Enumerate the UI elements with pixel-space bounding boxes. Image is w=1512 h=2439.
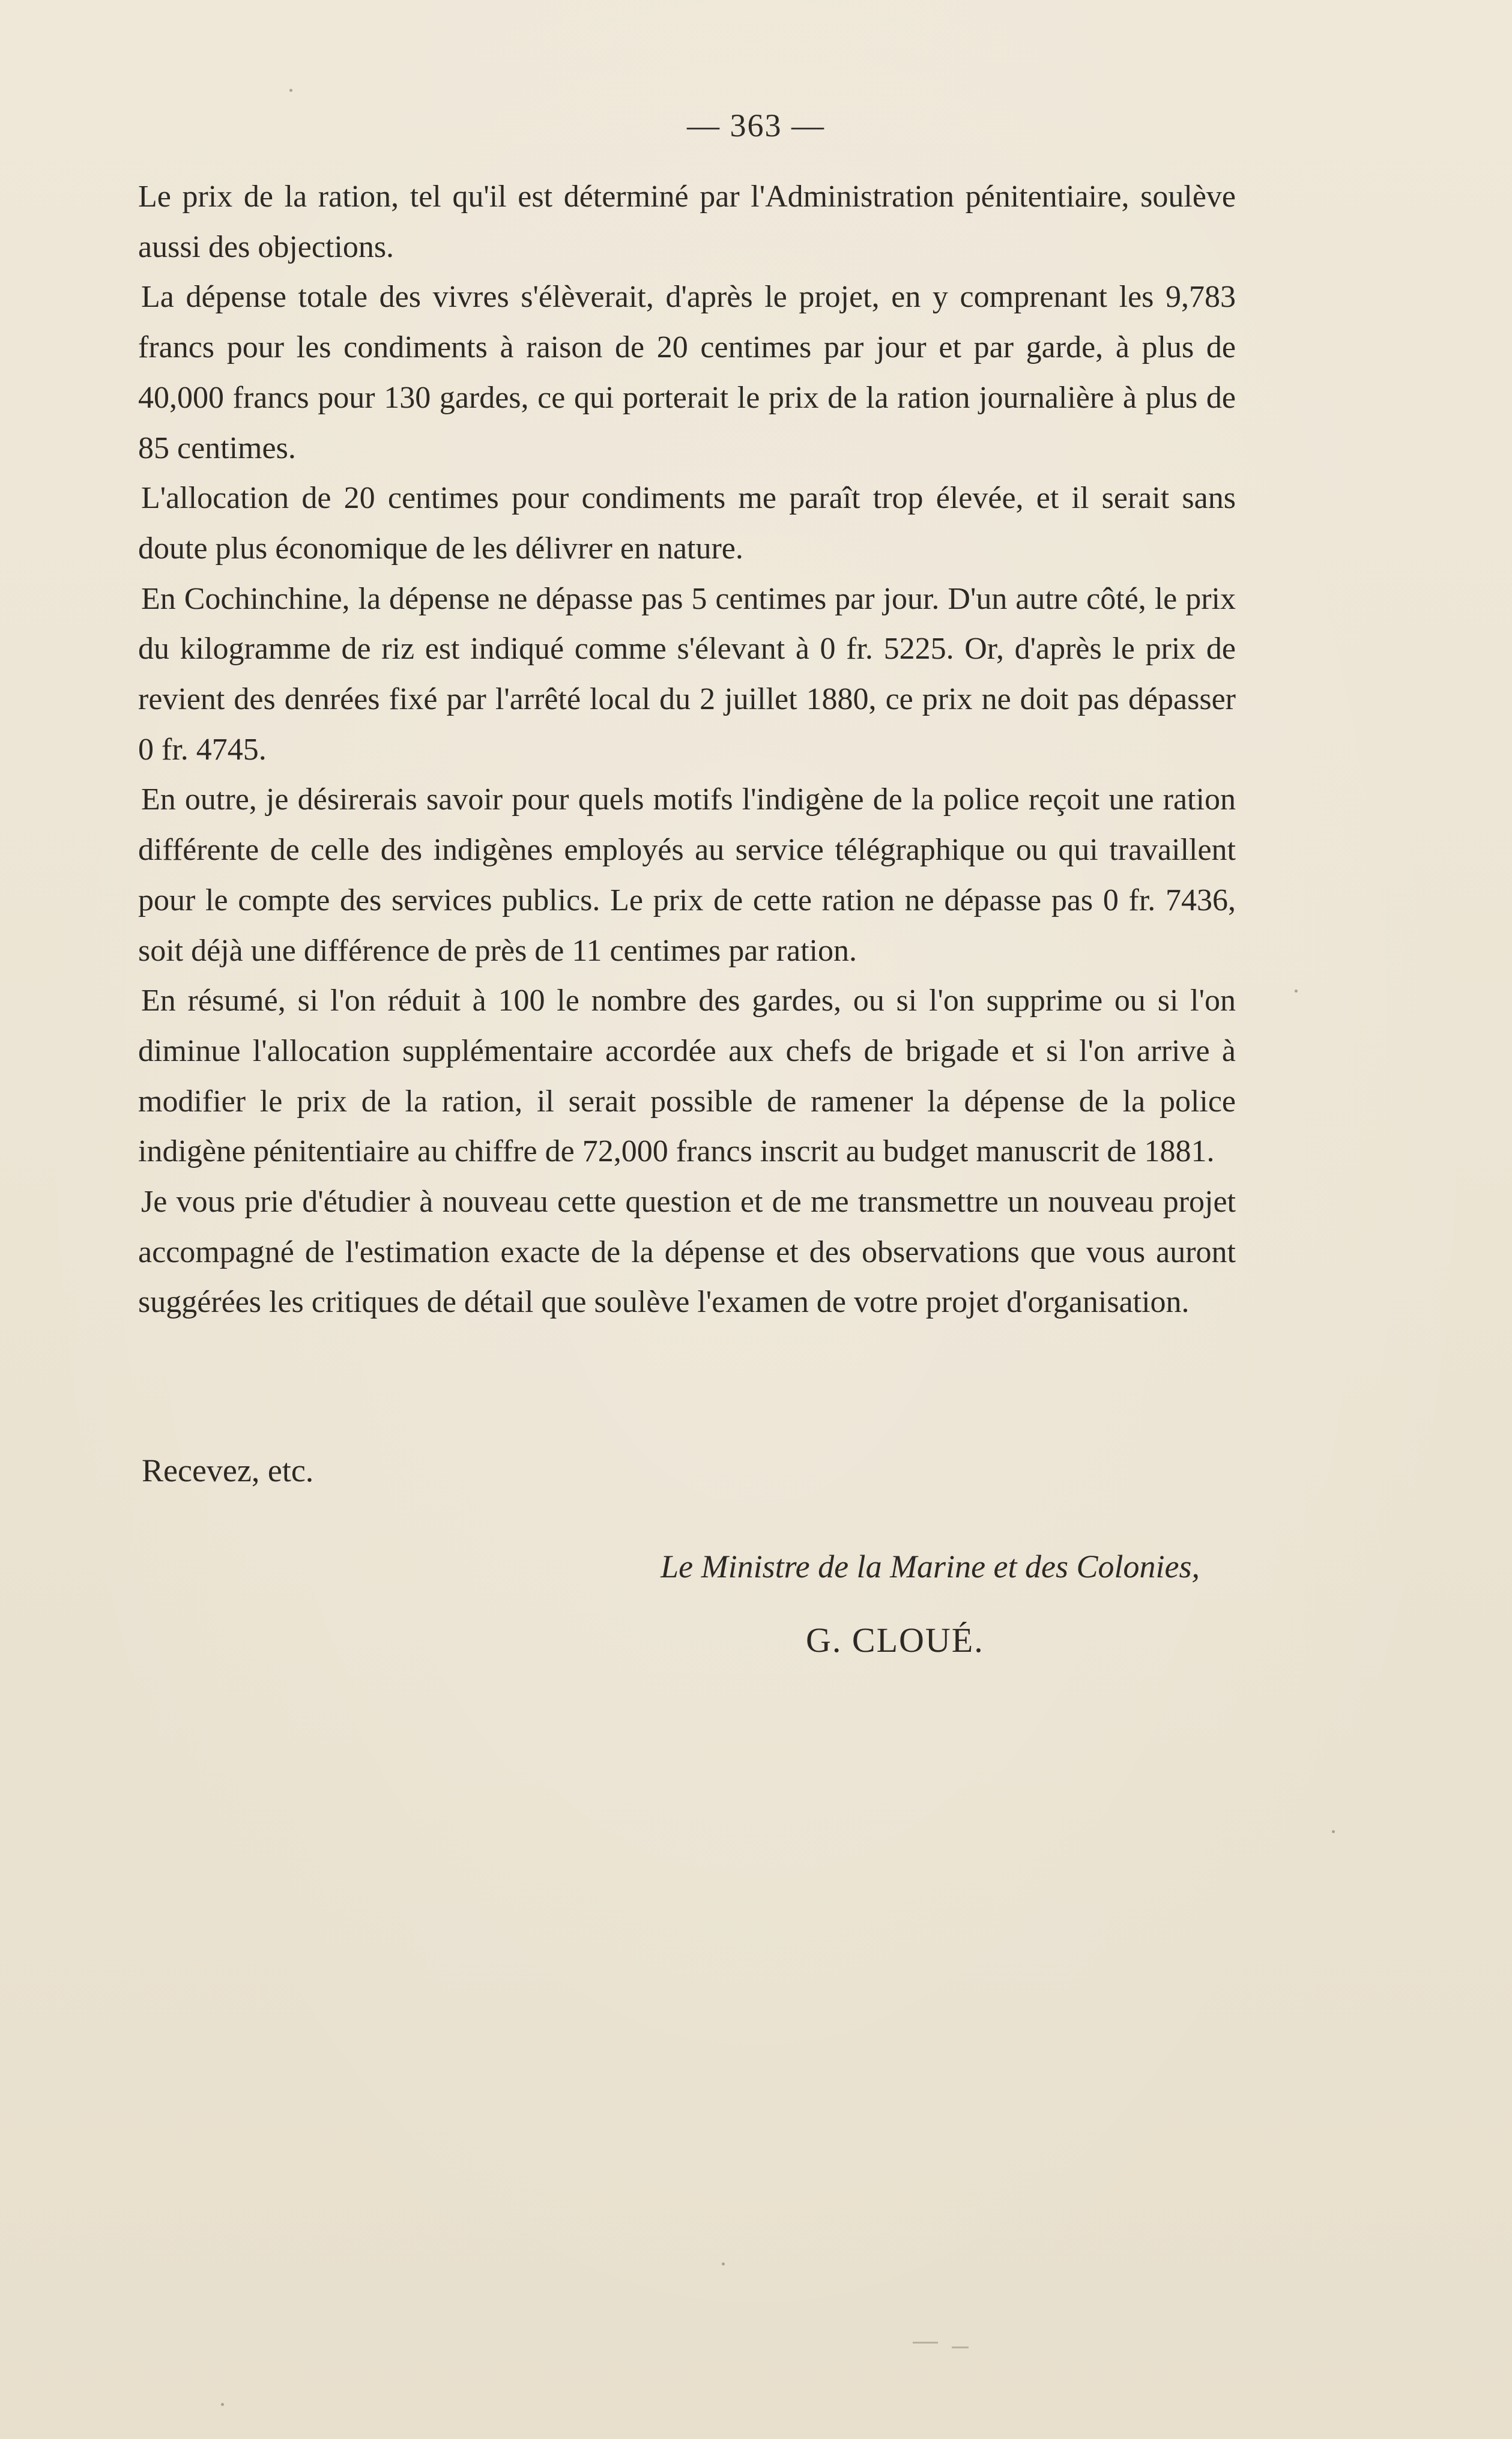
paper-mark bbox=[952, 2347, 969, 2348]
paragraph-1: Le prix de la ration, tel qu'il est déterminé par l'Administration pénitentiaire, soulève aussi des objections. bbox=[138, 180, 1236, 264]
paragraph-3: L'allocation de 20 centimes pour condiments me paraît trop élevée, et il serait sans doute plus économique de les délivrer en nature. bbox=[138, 481, 1236, 566]
paragraph-4: En Cochinchine, la dépense ne dépasse pas 5 centimes par jour. D'un autre côté, le prix du kilogramme de riz est indiqué comme s'élevant à 0 fr. 5225. Or, d'après le prix de revient des denrées fixé par l'arrêté local du 2 juillet 1880, ce prix ne doit pas dépasser 0 fr. 4745. bbox=[138, 581, 1236, 767]
paper-speck bbox=[722, 2262, 725, 2265]
paper-speck bbox=[289, 89, 292, 92]
paragraph-5: En outre, je désirerais savoir pour quels motifs l'indigène de la police reçoit une ration différente de celle des indigènes employés au service télégraphique ou qui travaillent pour le compte des services publics. Le prix de cette ration ne dépasse pas 0 fr. 7436, soit déjà une différence de près de 11 centimes par ration. bbox=[138, 782, 1236, 968]
paper-speck bbox=[221, 2403, 224, 2406]
body-text bbox=[138, 172, 1236, 1328]
paper-mark bbox=[913, 2342, 938, 2344]
paragraph-2: La dépense totale des vivres s'élèverait, d'après le projet, en y comprenant les 9,783 francs pour les condiments à raison de 20 centimes par jour et par garde, à plus de 40,000 francs pour 130 gardes, ce qui porterait le prix de la ration journalière à plus de 85 centimes. bbox=[138, 280, 1236, 465]
closing-formula: Recevez, etc. bbox=[142, 1452, 314, 1488]
paragraph-7: Je vous prie d'étudier à nouveau cette question et de me transmettre un nouveau projet accompagné de l'estimation exacte de la dépense et des observations que vous auront suggérées les critiques de détail que soulève l'examen de votre projet d'organisation. bbox=[138, 1185, 1236, 1320]
signature-title: Le Ministre de la Marine et des Colonies, bbox=[661, 1549, 1200, 1585]
paper-speck bbox=[1332, 1830, 1335, 1833]
page-number: — 363 — bbox=[687, 107, 825, 144]
signature-name: G. CLOUÉ. bbox=[806, 1621, 984, 1660]
paper-speck bbox=[1295, 990, 1298, 993]
paragraph-6: En résumé, si l'on réduit à 100 le nombre des gardes, ou si l'on supprime ou si l'on diminue l'allocation supplémentaire accordée aux chefs de brigade et si l'on arrive à modifier le prix de la ration, il serait possible de ramener la dépense de la police indigène pénitentiaire au chiffre de 72,000 francs inscrit au budget manuscrit de 1881. bbox=[138, 984, 1236, 1169]
